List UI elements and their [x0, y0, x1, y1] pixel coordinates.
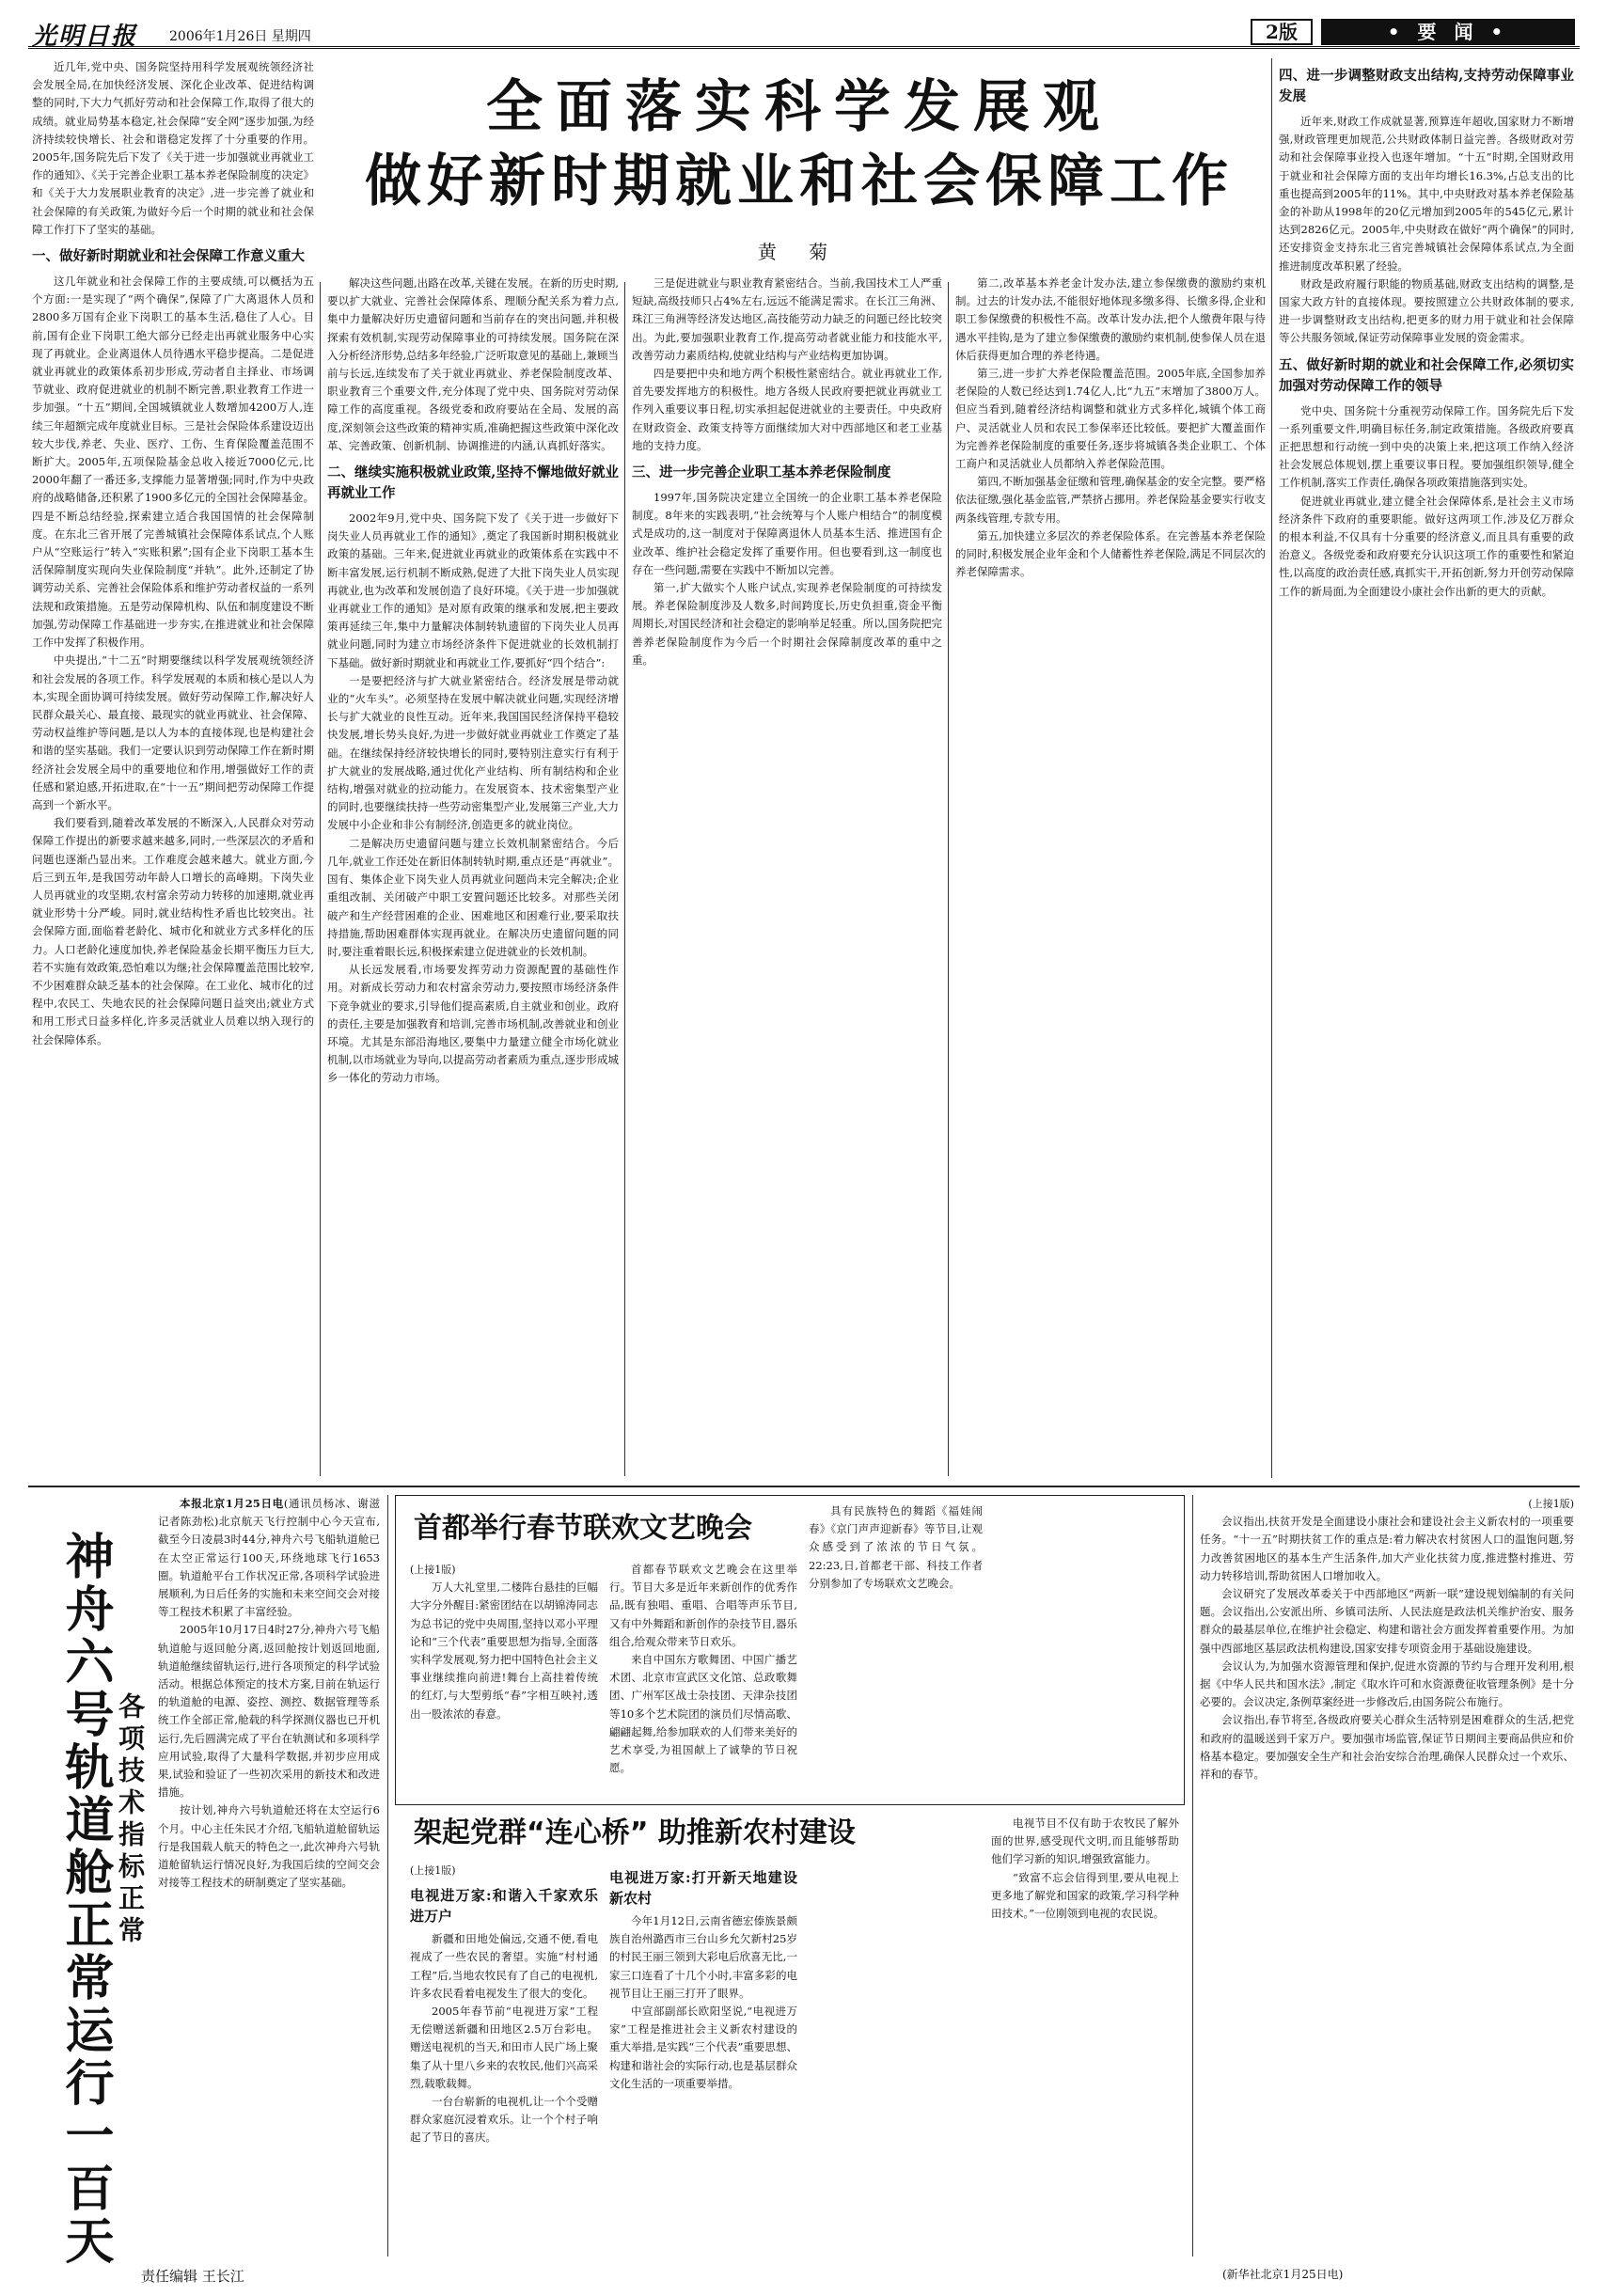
headline-line-1: 全面落实科学发展观 — [486, 74, 1112, 140]
gala-article-col-1 — [410, 1561, 598, 1801]
shenzhou-headline: 神舟六号轨道舱正常运行一百天 — [56, 1531, 113, 2268]
edition-number: 2版 — [1251, 19, 1313, 45]
article-paragraph: “致富不忘会信得到里,要从电视上更多地了解党和国家的政策,学习科学种田技术。”一位刚领到电视的农民说。 — [991, 1870, 1179, 1921]
masthead — [28, 17, 1580, 49]
headline-line-2: 做好新时期就业和社会保障工作 — [365, 149, 1234, 214]
shenzhou-subheadline: 各项技术指标正常 — [115, 1692, 146, 1948]
column-rule — [387, 1495, 388, 2257]
main-article-column-3 — [632, 275, 942, 1478]
shenzhou-dateline: 本报北京1月25日电 — [180, 1497, 284, 1510]
continued-tag: (上接1版) — [410, 1564, 456, 1576]
article-paragraph: 第二,改革基本养老金计发办法,建立参保缴费的激励约束机制。过去的计发办法,不能很好地体现多缴多得、长缴多得,企业和职工参保缴费的积极性不高。改革计发办法,把个人缴费年限与待遇水平挂钩,是为了建立参保缴费的激励约束机制,使参保人员在退休后获得更加合理的养老待遇。 — [955, 276, 1266, 362]
article-paragraph: 新疆和田地处偏远,交通不便,看电视成了一些农民的奢望。实施“村村通工程”后,当地农牧民有了自己的电视机,许多农民看着电视发生了很大的变化。 — [410, 1932, 598, 2000]
continued-tag: (上接1版) — [410, 1864, 456, 1877]
article-paragraph: (通讯员杨冰、谢滋 记者陈劲松)北京航天飞行控制中心今天宣布,截至今日凌晨3时44分,神舟六号飞船轨道舱已在太空正常运行100天,环绕地球飞行1653圈。轨道舱平台工作状况正常,各项科学试验进展顺利,为日后任务的实施和未来空间交会对接等工程技术积累了丰富经验。 — [158, 1497, 380, 1619]
newspaper-logo: 光明日报 — [32, 23, 138, 51]
article-paragraph: 从长远发展看,市场要发挥劳动力资源配置的基础性作用。对新成长劳动力和农村富余劳动力,要按照市场经济条件下竞争就业的要求,引导他们提高素质,自主就业和创业。政府的责任,主要是加强教育和培训,完善市场机制,改善就业和创业环境。尤其是东部沿海地区,要集中力量建立健全市场化就业机制,以市场就业为导向,以提高劳动者素质为重点,逐步形成城乡一体化的劳动力市场。 — [327, 963, 619, 1085]
issue-date: 2006年1月26日 星期四 — [169, 29, 311, 44]
main-headline — [320, 71, 1279, 219]
article-paragraph: 1997年,国务院决定建立全国统一的企业职工基本养老保险制度。8年来的实践表明,“社会统筹与个人账户相结合”的制度模式是成功的,这一制度对于保障离退休人员基本生活、推进国有企业改革、维护社会稳定发挥了重要作用。但也要看到,这一制度也存在一些问题,需要在实践中不断加以完善。 — [632, 491, 942, 576]
article-paragraph: 2002年9月,党中央、国务院下发了《关于进一步做好下岗失业人员再就业工作的通知》,奠定了我国新时期积极就业政策的基础。三年来,促进就业再就业的政策体系在实践中不断丰富发展,运行机制不断成熟,促进了大批下岗失业人员实现再就业,也为改革和发展创造了良好环境。《关于进一步加强就业再就业工作的通知》是对原有政策的继承和发展,把主要政策再延续三年,集中力量解决体制转轨遗留的下岗失业人员再就业问题,同时为建立市场经济条件下促进就业的长效机制打下基础。做好新时期就业和再就业工作,要抓好“四个结合”: — [327, 511, 619, 669]
lianxin-article-col-1 — [410, 1862, 598, 2257]
author-byline: 黄 菊 — [757, 241, 842, 263]
lianxin-article-col-3 — [991, 1815, 1179, 2257]
main-article-column-2 — [327, 275, 619, 1478]
article-paragraph: 二是解决历史遗留问题与建立长效机制紧密结合。今后几年,就业工作还处在新旧体制转轨时期,重点还是“再就业”。国有、集体企业下岗失业人员再就业问题尚未完全解决;企业重组改制、关闭破产中职工安置问题还比较多。对那些关闭破产和生产经营困难的企业、困难地区和困难行业,要采取扶持措施,帮助困难群体实现再就业。在解决历史遗留问题的同时,要注重着眼长远,积极探索建立促进就业的长效机制。 — [327, 836, 619, 958]
article-paragraph: 按计划,神舟六号轨道舱还将在太空运行6个月。中心主任朱民才介绍,飞船轨道舱留轨运行是我国载人航天的特色之一,此次神舟六号轨道舱留轨运行情况良好,为我国后续的空间交会对接等工程技术的研制奠定了坚实基础。 — [158, 1803, 380, 1890]
xinhua-dateline: (新华社北京1月25日电) — [1222, 2268, 1344, 2281]
article-paragraph: 三是促进就业与职业教育紧密结合。当前,我国技术工人严重短缺,高级技师只占4%左右,远远不能满足需求。在长江三角洲、珠江三角洲等经济发达地区,高技能劳动力缺乏的问题已经比较突出。为此,要加强职业教育工作,提高劳动者就业能力和技能水平,改善劳动力素质结构,使就业结构与产业结构更加协调。 — [632, 276, 942, 362]
section-heading-5: 五、做好新时期的就业和社会保障工作,必须切实加强对劳动保障工作的领导 — [1279, 356, 1574, 394]
main-article-column-5 — [1279, 58, 1574, 1478]
lianxin-article-col-2 — [609, 1862, 797, 2257]
article-paragraph: 一台台崭新的电视机,让一个个受赠群众家庭沉浸着欢乐。让一个个村子响起了节日的喜庆。 — [410, 2095, 598, 2145]
section-heading-4: 四、进一步调整财政支出结构,支持劳动保障事业发展 — [1279, 68, 1574, 104]
gala-headline: 首都举行春节联欢文艺晚会 — [414, 1512, 752, 1545]
gala-article-col-2 — [609, 1561, 797, 1801]
article-paragraph: 2005年春节前“电视进万家”工程无偿赠送新疆和田地区2.5万台彩电。赠送电视机的当天,和田市人民广场上聚集了从十里八乡来的农牧民,他们兴高采烈,载歌载舞。 — [410, 2005, 598, 2090]
main-article-column-1 — [32, 58, 314, 1478]
article-paragraph: 第三,进一步扩大养老保险覆盖范围。2005年底,全国参加养老保险的人数已经达到1.74亿人,比“九五”末增加了3800万人。但应当看到,随着经济结构调整和就业方式多样化,城镇个体工商户、灵活就业人员和农民工参保率还比较低。要把扩大覆盖面作为完善养老保险制度的重要任务,逐步将城镇各类企业职工、个体工商户和灵活就业人员都纳入养老保险范围。 — [955, 367, 1266, 471]
article-paragraph: 促进就业再就业,建立健全社会保障体系,是社会主义市场经济条件下政府的重要职能。做好这两项工作,涉及亿万群众的根本利益,不仅具有十分重要的经济意义,而且具有重要的政治意义。各级党委和政府要充分认识这项工作的重要性和紧迫性,以高度的政治责任感,真抓实干,开拓创新,努力开创劳动保障工作的新局面,为全面建设小康社会作出新的更大的贡献。 — [1279, 494, 1574, 598]
article-paragraph: 财政是政府履行职能的物质基础,财政支出结构的调整,是国家大政方针的直接体现。要按照建立公共财政体制的要求,进一步调整财政支出结构,把更多的财力用于就业和社会保障等公共服务领域,保证劳动保障事业发展的资金需求。 — [1279, 276, 1574, 345]
responsible-editor: 责任编辑 王长江 — [141, 2268, 244, 2285]
column-rule — [1271, 58, 1272, 1478]
article-paragraph: 这几年就业和社会保障工作的主要成绩,可以概括为五个方面:一是实现了“两个确保”,保障了广大离退休人员和2800多万国有企业下岗职工的基本生活,稳住了人心。目前,国有企业下岗职工绝大部分已经走出再就业服务中心实现了再就业。企业离退休人员待遇水平稳步提高。二是促进就业再就业的政策体系初步形成,劳动者自主择业、市场调节就业、政府促进就业的机制不断完善,职业教育工作进一步加强。“十五”期间,全国城镇就业人数增加4200万人,连续三年超额完成年度就业目标。三是社会保险体系建设迈出较大步伐,养老、失业、医疗、工伤、生育保险覆盖范围不断扩大。2005年,五项保险基金总收入接近7000亿元,比2000年翻了一番还多,支撑能力显著增强;同时,作为中央政府的战略储备,还积累了1900多亿元的全国社会保障基金。四是不断总结经验,探索建立适合我国国情的社会保障制度。在东北三省开展了完善城镇社会保障体系试点,个人账户从“空账运行”转入“实账积累”;国有企业下岗职工基本生活保障制度实现向失业保险制度“并轨”。此外,还制定了协调劳动关系、完善社会保险体系和维护劳动者权益的一系列法规和政策措施。五是劳动保障机构、队伍和制度建设不断加强,劳动保障工作基础进一步夯实,在推进就业和社会保障工作中发挥了积极作用。 — [32, 275, 314, 650]
right-lower-article — [1200, 1495, 1574, 2266]
article-paragraph: 2005年10月17日4时27分,神舟六号飞船轨道舱与返回舱分离,返回舱按计划返回地面,轨道舱继续留轨运行,进行各项预定的科学试验活动。根据总体预定的技术方案,目前在轨运行的轨道舱的电源、姿控、测控、数据管理等系统工作全部正常,舱载的科学探测仪器也已开机运行,先后圆满完成了平台在轨测试和多项科学应用试验,取得了大量科学数据,并初步应用成果,试验和验证了一些初次采用的新技术和改进措施。 — [158, 1623, 380, 1800]
article-paragraph: 今年1月12日,云南省德宏傣族景颇族自治州潞西市三台山乡允欠新村25岁的村民王丽三领到大彩电后欣喜无比,一家三口连看了十几个小时,丰富多彩的电视节目让王丽三打开了眼界。 — [609, 1914, 797, 2000]
article-paragraph: 会议研究了发展改革委关于中西部地区“两新一联”建设规划编制的有关问题。会议指出,公安派出所、乡镇司法所、人民法庭是政法机关维护治安、服务群众的最基层单位,在维护社会稳定、构建和谐社会方面发挥着重要作用。为加强中西部地区基层政法机构建设,国家安排专项资金用于基础设施建设。 — [1200, 1587, 1574, 1655]
article-intro: 近几年,党中央、国务院坚持用科学发展观统领经济社会发展全局,在加快经济发展、深化企业改革、促进结构调整的同时,下大力气抓好劳动和社会保障工作,取得了很大的成绩。就业局势基本稳定,社会保障“安全网”逐步加强,为经济持续较快增长、社会和谐稳定发挥了十分重要的作用。2005年,国务院先后下发了《关于进一步加强就业再就业工作的通知》、《关于完善企业职工基本养老保险制度的决定》和《关于大力发展职业教育的决定》,进一步完善了就业和社会保障的有关政策,为做好今后一个时期的就业和社会保障工作打下了坚实的基础。 — [32, 60, 314, 236]
article-paragraph: 电视节目不仅有助于农牧民了解外面的世界,感受现代文明,而且能够帮助他们学习新的知识,增强致富能力。 — [991, 1816, 1179, 1866]
article-paragraph: 具有民族特色的舞蹈《福娃闹春》《京门声声迎新春》等节目,让观众感受到了浓浓的节日气氛。22:23,日,首都老干部、科技工作者分别参加了专场联欢文艺晚会。 — [809, 1504, 983, 1590]
article-paragraph: 中央提出,“十二五”时期要继续以科学发展观统领经济和社会发展的各项工作。科学发展观的本质和核心是以人为本,实现全面协调可持续发展。做好劳动保障工作,解决好人民群众最关心、最直接、最现实的就业再就业、社会保障、劳动权益维护等问题,是以人为本的直接体现,也是构建社会和谐的坚实基础。我们一定要认识到劳动保障工作在新时期经济社会发展全局中的重要地位和作用,增强做好工作的责任感和紧迫感,开拓进取,在“十一五”期间把劳动保障工作提高到一个新水平。 — [32, 653, 314, 811]
continued-tag: (上接1版) — [1528, 1498, 1574, 1510]
article-paragraph: 近年来,财政工作成就显著,预算连年超收,国家财力不断增强,财政管理更加规范,公共财政体制日益完善。各级财政对劳动和社会保障事业投入也逐年增加。“十五”时期,全国财政用于就业和社会保障方面的支出年均增长16.3%,占总支出的比重也提高到2005年的11%。其中,中央财政对基本养老保险基金的补助从1998年的20亿元增加到2005年的545亿元,累计达到2826亿元。2005年,中央财政在做好“两个确保”的同时,还安排资金支持东北三省完善城镇社会保障体系试点,为全面推进制度改革积累了经验。 — [1279, 115, 1574, 273]
gala-article-col-3 — [809, 1502, 983, 1801]
section-divider — [28, 1486, 1580, 1487]
article-paragraph: 万人大礼堂里,二楼阵台悬挂的巨幅大字分外醒目:紧密团结在以胡锦涛同志为总书记的党中央周围,坚持以邓小平理论和“三个代表”重要思想为指导,全面落实科学发展观,努力把中国特色社会主义事业继续推向前进!舞台上高挂着传统的红灯,与大型剪纸“春”字相互映衬,透出一股浓浓的春意。 — [410, 1580, 598, 1721]
lianxin-subheading-2: 电视进万家:打开新天地建设新农村 — [609, 1869, 797, 1907]
article-paragraph: 一是要把经济与扩大就业紧密结合。经济发展是带动就业的“火车头”。必须坚持在发展中解决就业问题,实现经济增长与扩大就业的良性互动。近年来,我国国民经济保持平稳较快发展,增长势头良好,为进一步做好就业再就业工作奠定了基础。在继续保持经济较快增长的同时,要特别注意实行有利于扩大就业的发展战略,通过优化产业结构、所有制结构和企业结构,增强对就业的拉动能力。在发展资本、技术密集型产业的同时,也要继续扶持一些劳动密集型产业,发展第三产业,大力发展中小企业和非公有制经济,创造更多的就业岗位。 — [327, 673, 619, 832]
main-article-column-4 — [955, 275, 1266, 1478]
article-paragraph: 第四,不断加强基金征缴和管理,确保基金的安全完整。要严格依法征缴,强化基金监管,严禁挤占挪用。养老保险基金要实行收支两条线管理,专款专用。 — [955, 475, 1266, 525]
article-paragraph: 我们要看到,随着改革发展的不断深入,人民群众对劳动保障工作提出的新要求越来越多,同时,一些深层次的矛盾和问题也逐渐凸显出来。工作难度会越来越大。就业方面,今后三到五年,是我国劳动年龄人口增长的高峰期。下岗失业人员再就业的攻坚期,农村富余劳动力转移的加速期,就业再就业形势十分严峻。同时,就业结构性矛盾也比较突出。社会保障方面,面临着老龄化、城市化和就业方式多样化的压力。人口老龄化速度加快,养老保险基金长期平衡压力巨大,若不实施有效政策,恐怕难以为继;社会保障覆盖范围比较窄,不少困难群众缺乏基本的社会保障。在工业化、城市化的过程中,农民工、失地农民的社会保障问题日益突出;就业方式和用工形式日益多样化,许多灵活就业人员难以纳入现行的社会保障体系。 — [32, 816, 314, 1046]
column-rule — [1192, 1495, 1193, 2257]
article-paragraph: 来自中国东方歌舞团、中国广播艺术团、北京市宣武区文化馆、总政歌舞团、广州军区战士杂技团、天津杂技团等10多个艺术院团的演员们尽情高歌、翩翩起舞,给参加联欢的人们带来美好的艺术享受,为祖国献上了诚挚的节日祝愿。 — [609, 1653, 797, 1775]
article-paragraph: 第一,扩大做实个人账户试点,实现养老保险制度的可持续发展。养老保险制度涉及人数多,时间跨度长,历史负担重,资金平衡周期长,对国民经济和社会稳定的影响举足轻重。所以,国务院把完善养老保险制度作为今后一个时期社会保障制度改革的重中之重。 — [632, 581, 942, 667]
lianxin-headline: 架起党群“连心桥” 助推新农村建设 — [414, 1816, 856, 1849]
shenzhou-article-body — [158, 1495, 380, 2257]
article-paragraph: 会议认为,为加强水资源管理和保护,促进水资源的节约与合理开发利用,根据《中华人民共和国水法》,制定《取水许可和水资源费征收管理条例》是十分必要的。会议决定,条例草案经进一步修改后,由国务院公布施行。 — [1200, 1659, 1574, 1709]
column-rule — [948, 282, 949, 1476]
section-heading-3: 三、进一步完善企业职工基本养老保险制度 — [632, 464, 891, 481]
article-paragraph: 党中央、国务院十分重视劳动保障工作。国务院先后下发一系列重要文件,明确目标任务,制定政策措施。各级政府要真正把思想和行动统一到中央的决策上来,把这项工作纳入经济社会发展总体规划,摆上重要议事日程。要加强组织领导,健全工作机制,落实工作责任,确保各项政策措施落到实处。 — [1279, 403, 1574, 490]
section-label: • 要 闻 • — [1321, 19, 1575, 45]
article-paragraph: 四是要把中央和地方两个积极性紧密结合。就业再就业工作,首先要发挥地方的积极性。地方各级人民政府要把就业再就业工作列入重要议事日程,切实承担起促进就业的主要责任。中央政府在财政资金、政策支持等方面继续加大对中西部地区和老工业基地的支持力度。 — [632, 367, 942, 452]
article-paragraph: 第五,加快建立多层次的养老保险体系。在完善基本养老保险的同时,积极发展企业年金和个人储蓄性养老保险,满足不同层次的养老保障需求。 — [955, 528, 1266, 579]
column-rule — [320, 282, 321, 1476]
article-paragraph: 首都春节联欢文艺晚会在这里举行。节目大多是近年来新创作的优秀作品,既有独唱、重唱、合唱等声乐节目,又有中外舞蹈和新创作的杂技节目,器乐组合,给观众带来节日欢乐。 — [609, 1563, 797, 1648]
article-paragraph: 解决这些问题,出路在改革,关键在发展。在新的历史时期,要以扩大就业、完善社会保障体系、理顺分配关系为着力点,集中力量解决好历史遗留问题和当前存在的突出问题,并积极探索有效机制,实现劳动保障事业的可持续发展。国务院在深入分析经济形势,总结多年经验,广泛听取意见的基础上,兼顾当前与长远,连续发布了关于就业再就业、养老保险制度改革、职业教育三个重要文件,充分体现了党中央、国务院对劳动保障工作的高度重视。各级党委和政府要站在全局、发展的高度,深刻领会这些政策的精神实质,准确把握这些政策中深化改革、完善政策、创新机制、协调推进的内涵,认真抓好落实。 — [327, 276, 619, 452]
section-heading-2: 二、继续实施积极就业政策,坚持不懈地做好就业再就业工作 — [327, 464, 619, 502]
section-heading-1: 一、做好新时期就业和社会保障工作意义重大 — [32, 248, 305, 265]
article-paragraph: 会议指出,春节将至,各级政府要关心群众生活特别是困难群众的生活,把党和政府的温暖送到千家万户。要加强市场监管,保证节日期间主要商品供应和价格基本稳定。要加强安全生产和社会治安综合治理,确保人民群众过一个欢乐、祥和的春节。 — [1200, 1713, 1574, 1782]
article-paragraph: 会议指出,扶贫开发是全面建设小康社会和建设社会主义新农村的一项重要任务。“十一五”时期扶贫工作的重点是:着力解决农村贫困人口的温饱问题,努力改善贫困地区的基本生产生活条件,加大产业化扶贫力度,推进整村推进、劳动力转移培训,帮助贫困人口增加收入。 — [1200, 1515, 1574, 1582]
article-paragraph: 中宣部副部长欧阳坚说,“电视进万家”工程是推进社会主义新农村建设的重大举措,是实践“三个代表”重要思想、构建和谐社会的实际行动,也是基层群众文化生活的一项重要举措。 — [609, 2005, 797, 2090]
lianxin-subheading-1: 电视进万家:和谐入千家欢乐进万户 — [410, 1887, 598, 1926]
column-rule — [624, 282, 625, 1476]
